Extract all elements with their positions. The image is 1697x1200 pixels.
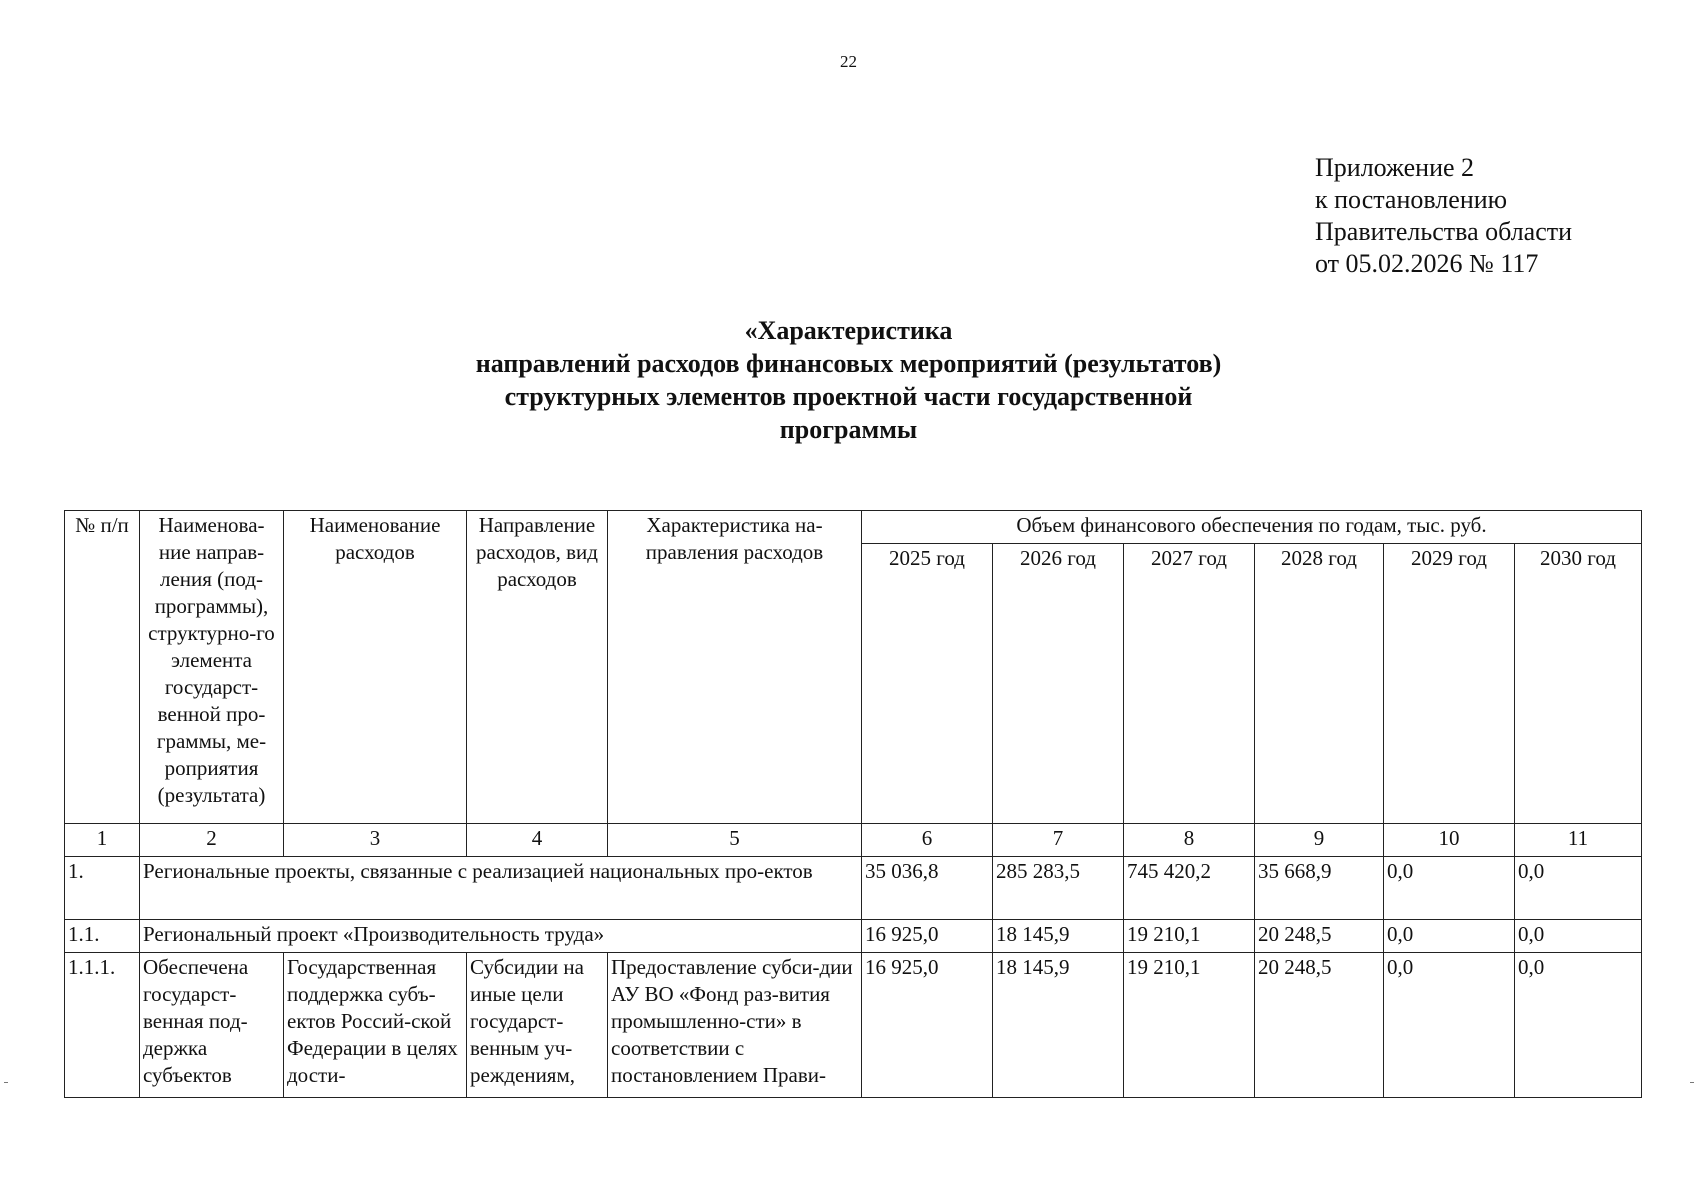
row-value: 16 925,0 xyxy=(862,953,993,1098)
row-value: 19 210,1 xyxy=(1124,920,1255,953)
appendix-line: Правительства области xyxy=(1315,217,1573,246)
row-value: 0,0 xyxy=(1515,953,1642,1098)
document-title xyxy=(0,314,1697,446)
header-direction-expenses: Направление расходов, вид расходов xyxy=(467,511,608,824)
row-value: 35 668,9 xyxy=(1255,857,1384,920)
appendix-line: от 05.02.2026 № 117 xyxy=(1315,249,1539,278)
header-funding-group: Объем финансового обеспечения по годам, тыс. руб. xyxy=(862,511,1642,544)
header-num: № п/п xyxy=(65,511,140,824)
row-value: 745 420,2 xyxy=(1124,857,1255,920)
column-number: 2 xyxy=(140,824,284,857)
scan-mark xyxy=(4,1082,8,1083)
header-year: 2025 год xyxy=(862,544,993,824)
header-name-direction: Наименова-ние направ-ления (под-программы), структурно-го элемента государст-венной про-граммы, ме-роприятия (результата) xyxy=(140,511,284,824)
row-characteristic: Предоставление субси-дии АУ ВО «Фонд раз-вития промышленно-сти» в соответствии с постановлением Прави- xyxy=(608,953,862,1098)
page-number: 22 xyxy=(840,52,857,71)
row-value: 0,0 xyxy=(1384,953,1515,1098)
column-number: 10 xyxy=(1384,824,1515,857)
header-year: 2026 год xyxy=(993,544,1124,824)
row-value: 0,0 xyxy=(1515,920,1642,953)
column-number: 11 xyxy=(1515,824,1642,857)
row-value: 16 925,0 xyxy=(862,920,993,953)
row-value: 20 248,5 xyxy=(1255,953,1384,1098)
column-number: 6 xyxy=(862,824,993,857)
table-row xyxy=(65,920,1642,953)
title-line: программы xyxy=(779,415,918,444)
row-name: Региональный проект «Производительность труда» xyxy=(140,920,862,953)
header-year: 2028 год xyxy=(1255,544,1384,824)
title-line: «Характеристика xyxy=(744,316,953,345)
column-numbers-row xyxy=(65,824,1642,857)
header-year: 2027 год xyxy=(1124,544,1255,824)
row-value: 35 036,8 xyxy=(862,857,993,920)
scan-mark xyxy=(1690,1082,1694,1083)
row-value: 0,0 xyxy=(1515,857,1642,920)
funding-table xyxy=(64,510,1642,1098)
row-name: Региональные проекты, связанные с реализацией национальных про-ектов xyxy=(140,857,862,920)
row-num: 1.1.1. xyxy=(65,953,140,1098)
row-value: 18 145,9 xyxy=(993,953,1124,1098)
row-value: 20 248,5 xyxy=(1255,920,1384,953)
header-name-expenses: Наименование расходов xyxy=(284,511,467,824)
header-year: 2030 год xyxy=(1515,544,1642,824)
row-value: 285 283,5 xyxy=(993,857,1124,920)
appendix-line: к постановлению xyxy=(1315,185,1508,214)
title-line: структурных элементов проектной части государственной xyxy=(504,382,1193,411)
appendix-block xyxy=(1315,152,1572,280)
row-expense-direction: Субсидии на иные цели государст-венным уч-реждениям, xyxy=(467,953,608,1098)
column-number: 3 xyxy=(284,824,467,857)
header-year: 2029 год xyxy=(1384,544,1515,824)
row-value: 0,0 xyxy=(1384,857,1515,920)
appendix-line: Приложение 2 xyxy=(1315,153,1475,182)
title-line: направлений расходов финансовых мероприятий (результатов) xyxy=(475,349,1222,378)
column-number: 8 xyxy=(1124,824,1255,857)
row-num: 1. xyxy=(65,857,140,920)
table-row xyxy=(65,953,1642,1098)
row-num: 1.1. xyxy=(65,920,140,953)
row-value: 19 210,1 xyxy=(1124,953,1255,1098)
row-expense-name: Государственная поддержка субъ-ектов Россий-ской Федерации в целях дости- xyxy=(284,953,467,1098)
header-characteristic: Характеристика на-правления расходов xyxy=(608,511,862,824)
column-number: 7 xyxy=(993,824,1124,857)
column-number: 4 xyxy=(467,824,608,857)
column-number: 1 xyxy=(65,824,140,857)
table-row xyxy=(65,857,1642,920)
header-row xyxy=(65,511,1642,544)
column-number: 5 xyxy=(608,824,862,857)
row-value: 0,0 xyxy=(1384,920,1515,953)
row-result-name: Обеспечена государст-венная под-держка субъектов xyxy=(140,953,284,1098)
column-number: 9 xyxy=(1255,824,1384,857)
row-value: 18 145,9 xyxy=(993,920,1124,953)
